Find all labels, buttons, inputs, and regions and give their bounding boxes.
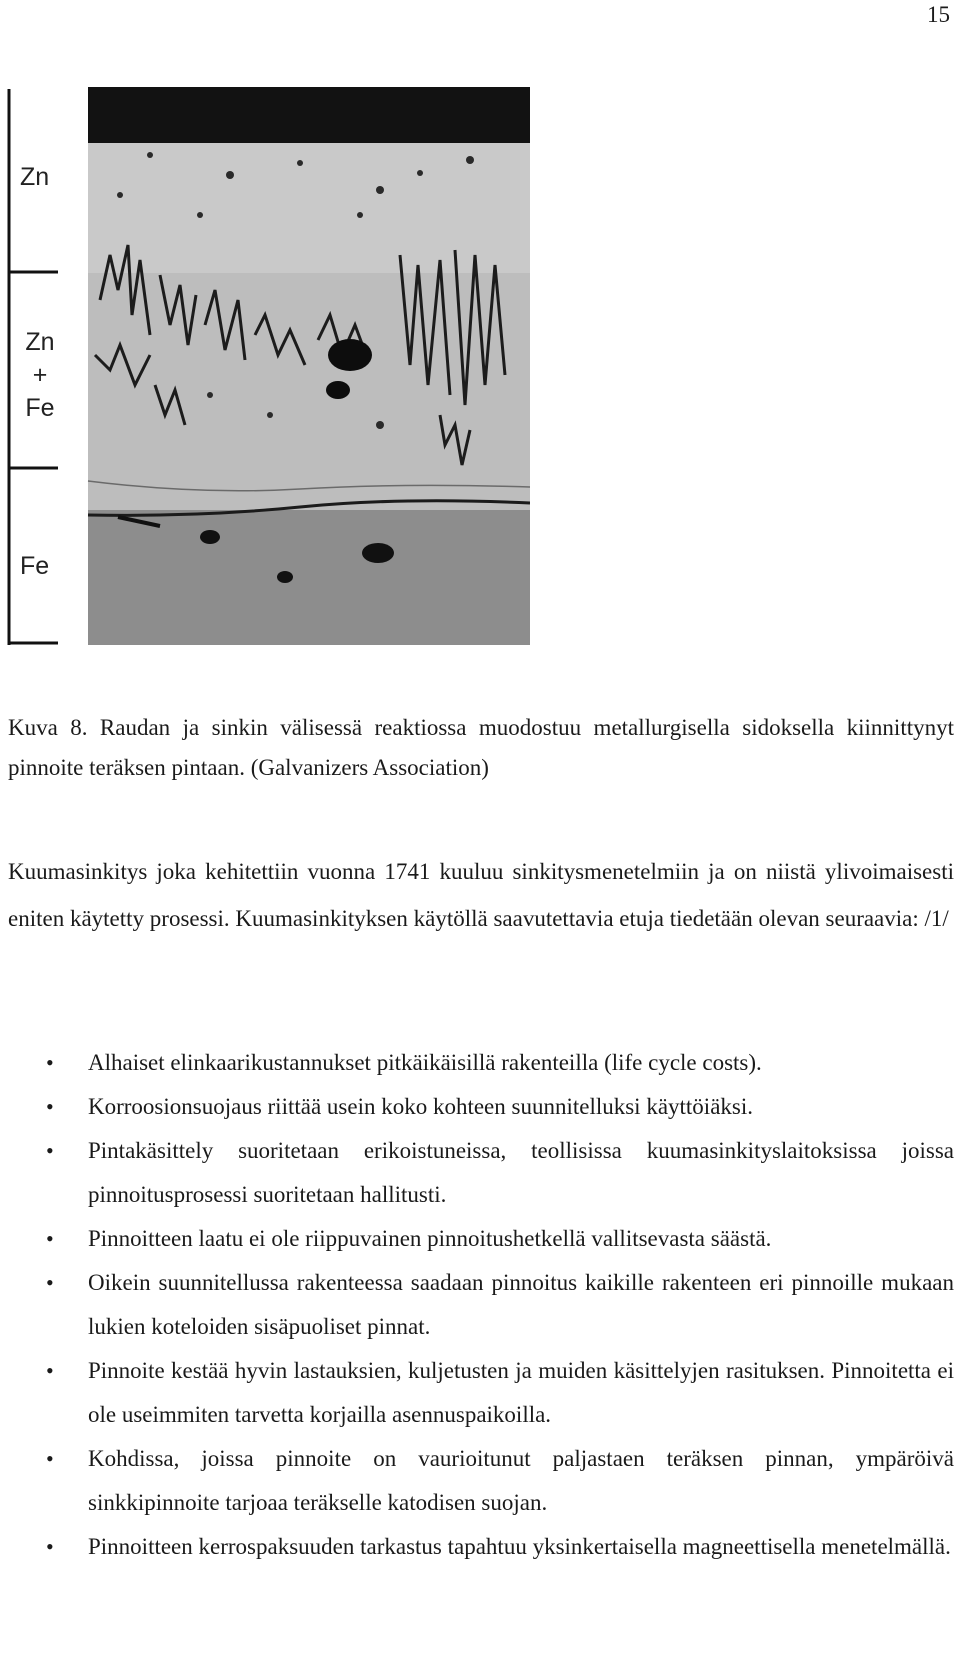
bullet-icon: • bbox=[46, 1050, 54, 1075]
bullet-icon: • bbox=[46, 1226, 54, 1251]
page-number: 15 bbox=[927, 2, 950, 27]
list-item: • Pinnoite kestää hyvin lastauksien, kuljetusten ja muiden käsittelyjen rasituksen. Pinnoitetta ei ole useimmiten tarvetta korjailla asennuspaikoilla. bbox=[0, 1349, 960, 1437]
layer-label-zn: Zn bbox=[20, 163, 50, 191]
list-item: • Korroosionsuojaus riittää usein koko kohteen suunnitelluksi käyttöiäksi. bbox=[0, 1085, 960, 1129]
bullet-icon: • bbox=[46, 1270, 54, 1295]
list-item: • Kohdissa, joissa pinnoite on vaurioitunut paljastaen teräksen pinnan, ympäröivä sinkkipinnoite tarjoaa teräkselle katodisen suojan. bbox=[0, 1437, 960, 1525]
micrograph-image bbox=[0, 85, 530, 689]
bullet-icon: • bbox=[46, 1358, 54, 1383]
list-item: • Oikein suunnitellussa rakenteessa saadaan pinnoitus kaikille rakenteen eri pinnoille mukaan lukien koteloiden sisäpuoliset pinnat. bbox=[0, 1261, 960, 1349]
bullet-icon: • bbox=[46, 1446, 54, 1471]
bullet-icon: • bbox=[46, 1094, 54, 1119]
micrograph-figure bbox=[0, 85, 530, 689]
list-item: • Alhaiset elinkaarikustannukset pitkäikäisillä rakenteilla (life cycle costs). bbox=[0, 1041, 960, 1085]
advantages-list bbox=[0, 1041, 960, 1569]
figure-caption: Kuva 8. Raudan ja sinkin välisessä reaktiossa muodostuu metallurgisella sidoksella kiinnittynyt pinnoite teräksen pintaan. (Galvanizers Association) bbox=[8, 715, 954, 780]
list-item: • Pinnoitteen kerrospaksuuden tarkastus tapahtuu yksinkertaisella magneettisella menetelmällä. bbox=[0, 1525, 960, 1569]
list-item: • Pintakäsittely suoritetaan erikoistuneissa, teollisissa kuumasinkityslaitoksissa joissa pinnoitusprosessi suoritetaan hallitusti. bbox=[0, 1129, 960, 1217]
bullet-icon: • bbox=[46, 1138, 54, 1163]
list-item: • Pinnoitteen laatu ei ole riippuvainen pinnoitushetkellä vallitsevasta säästä. bbox=[0, 1217, 960, 1261]
bullet-icon: • bbox=[46, 1534, 54, 1559]
layer-label-zn-fe: Zn + Fe bbox=[25, 328, 55, 422]
layer-label-fe: Fe bbox=[20, 552, 50, 580]
body-paragraph: Kuumasinkitys joka kehitettiin vuonna 1741 kuuluu sinkitysmenetelmiin ja on niistä ylivoimaisesti eniten käytetty prosessi. Kuumasinkityksen käytöllä saavutettavia etuja tiedetään olevan seuraavia: /1/ bbox=[8, 859, 954, 931]
